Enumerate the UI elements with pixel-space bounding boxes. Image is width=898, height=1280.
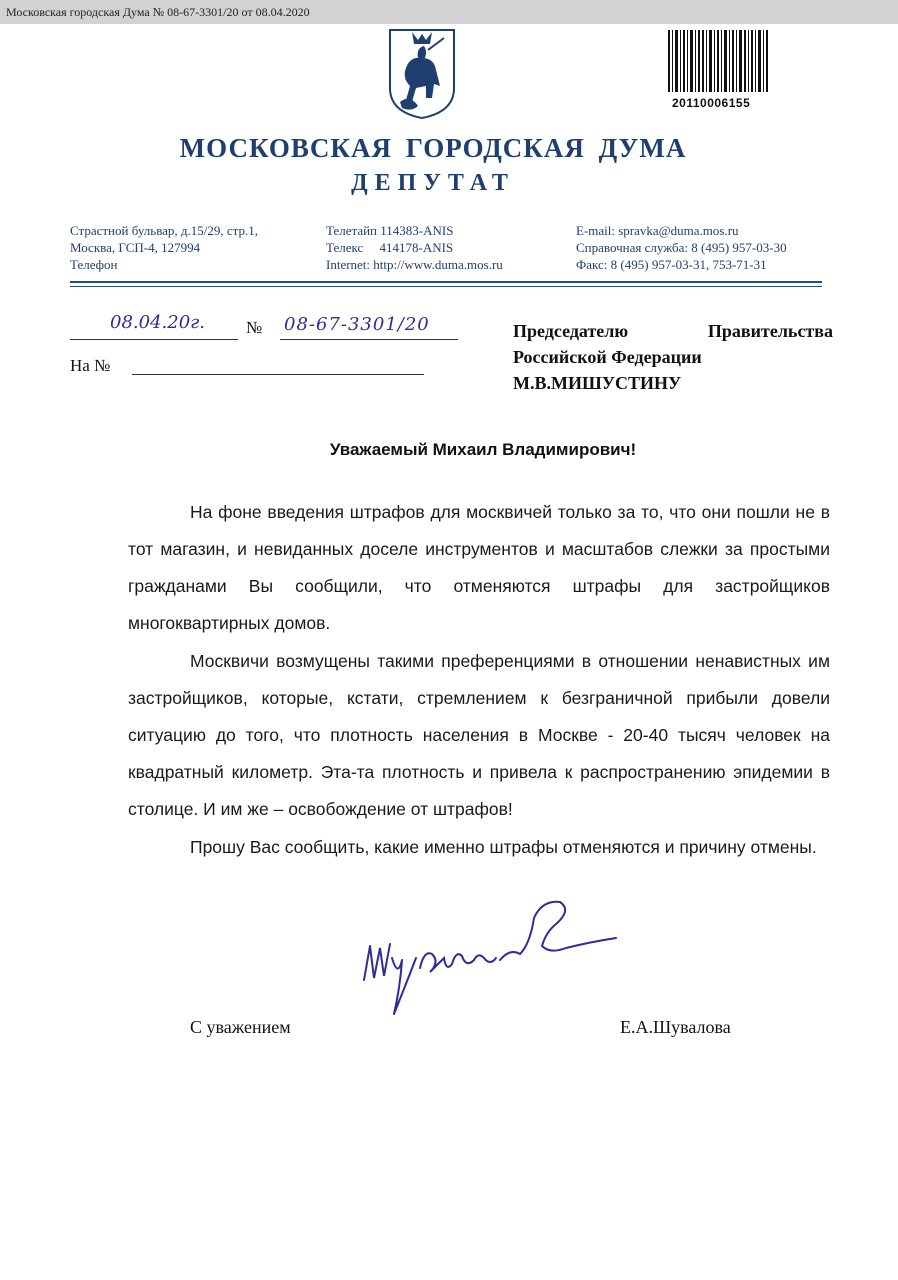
outgoing-registration: [70, 312, 470, 342]
contacts-telecom: [326, 222, 503, 273]
contact-line: Справочная служба: 8 (495) 957-03-30: [576, 240, 787, 255]
moscow-coat-of-arms-icon: [388, 28, 456, 120]
paragraph: На фоне введения штрафов для москвичей только за то, что они пошли не в тот магазин, и невиданных доселе инструментов и масштабов слежки за простыми гражданами Вы сообщили, что отменяются штрафы для застройщиков многоквартирных домов.: [128, 502, 830, 633]
contact-line: Телетайп 114383-ANIS: [326, 223, 454, 238]
signer-name: Е.А.Шувалова: [620, 1017, 731, 1037]
handwritten-number: 08-67-3301/20: [284, 314, 430, 335]
salutation: Уважаемый Михаил Владимирович!: [329, 440, 637, 459]
reference-underline: [132, 374, 424, 375]
barcode-number: 20110006155: [672, 96, 751, 110]
paragraph: Прошу Вас сообщить, какие именно штрафы отменяются и причину отмены.: [190, 837, 817, 857]
letterhead-divider: [70, 281, 822, 283]
handwritten-signature: [350, 888, 622, 1020]
contact-line: Телефон: [70, 257, 118, 272]
handwritten-date: 08.04.20г.: [110, 312, 205, 333]
addressee-name: М.В.МИШУСТИНУ: [513, 373, 682, 393]
number-label: №: [246, 318, 263, 337]
addressee-org: Российской Федерации: [513, 347, 702, 367]
paragraph: Москвичи возмущены такими преференциями в отношении ненавистных им застройщиков, которые, кстати, стремлением к безграничной прибыли довели ситуацию до того, что плотность населения в Москве - 20-40 тысяч человек на квадратный километр. Эта-та плотность и привела к распространению эпидемии в столице. И им же – освобождение от штрафов!: [128, 651, 830, 819]
contact-line: Факс: 8 (495) 957-03-31, 753-71-31: [576, 257, 767, 272]
letter-body: [128, 494, 830, 867]
addressee-title-2: Правительства: [707, 321, 833, 341]
organization-name: МОСКОВСКАЯ ГОРОДСКАЯ ДУМА: [179, 133, 687, 163]
document-reference-bar: Московская городская Дума № 08-67-3301/20 от 08.04.2020: [0, 0, 898, 24]
contacts-address: [70, 222, 258, 273]
contact-line: Телекс 414178-ANIS: [326, 240, 454, 255]
contact-line: E-mail: spravka@duma.mos.ru: [576, 223, 739, 238]
contact-line: Страстной бульвар, д.15/29, стр.1,: [70, 223, 259, 238]
contacts-email-fax: [576, 222, 787, 273]
addressee-title: Председателю: [513, 321, 629, 341]
number-underline: [280, 339, 458, 340]
organization-role: ДЕПУТАТ: [351, 170, 515, 196]
closing-phrase: С уважением: [190, 1017, 291, 1037]
addressee-block: [513, 318, 833, 396]
contact-line: Москва, ГСП-4, 127994: [70, 240, 201, 255]
letterhead-divider-thin: [70, 286, 822, 287]
contact-line: Internet: http://www.duma.mos.ru: [326, 257, 503, 272]
date-underline: [70, 339, 238, 340]
barcode-icon: [668, 30, 770, 92]
reference-label: На №: [70, 356, 111, 375]
reference-number: [70, 356, 110, 376]
